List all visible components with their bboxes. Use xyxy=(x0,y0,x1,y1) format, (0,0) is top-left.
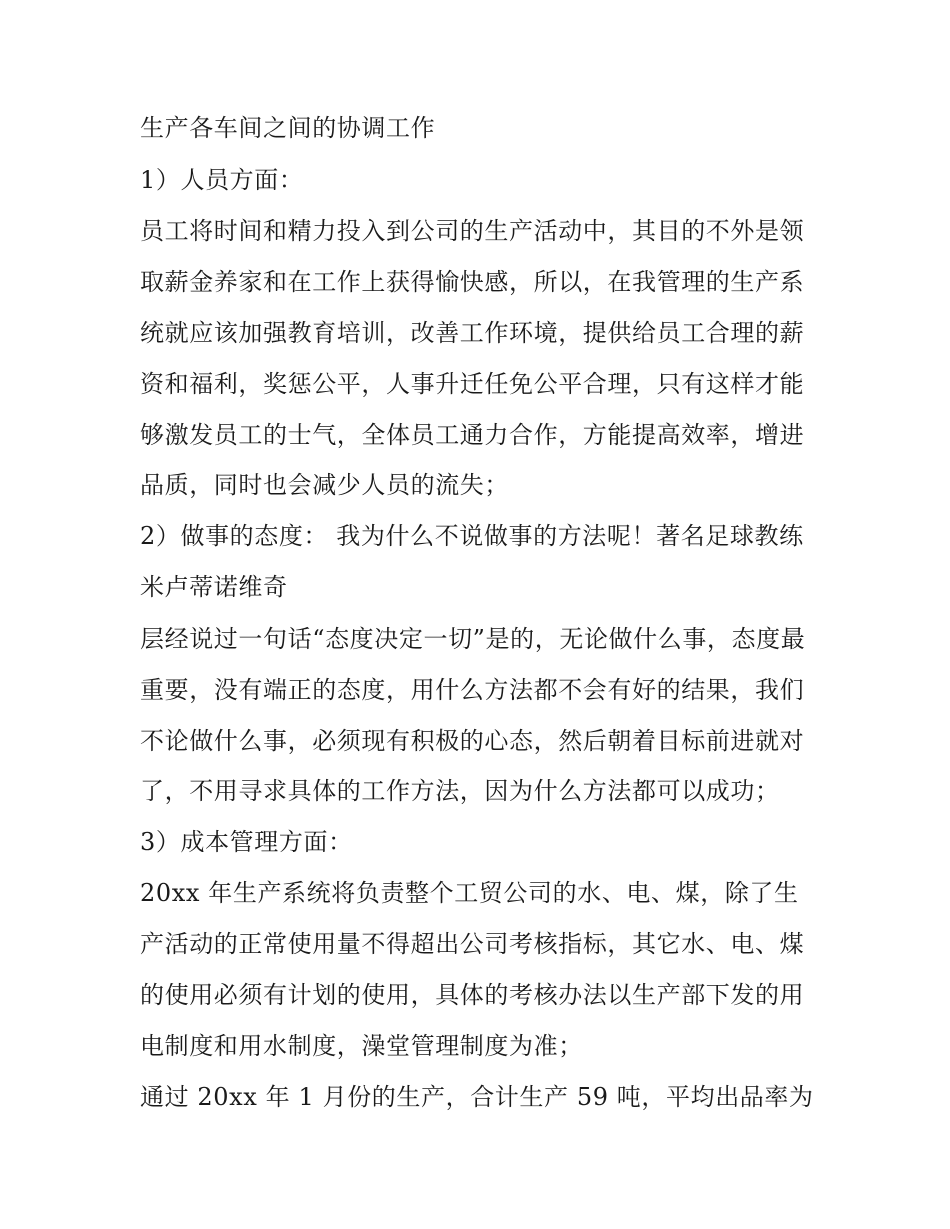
paragraph-line: 够激发员工的士气，全体员工通力合作，方能提高效率，增进 xyxy=(140,421,805,449)
paragraph-line: 员工将时间和精力投入到公司的生产活动中，其目的不外是领 xyxy=(140,217,805,245)
section-heading-cost: 3）成本管理方面： xyxy=(140,828,353,856)
paragraph-line: 统就应该加强教育培训，改善工作环境，提供给员工合理的薪 xyxy=(140,319,805,347)
paragraph-line: 了，不用寻求具体的工作方法，因为什么方法都可以成功； xyxy=(140,777,780,805)
heading-coordination: 生产各车间之间的协调工作 xyxy=(140,114,436,142)
paragraph-line: 资和福利，奖惩公平，人事升迁任免公平合理，只有这样才能 xyxy=(140,370,805,398)
section-heading-personnel: 1）人员方面： xyxy=(140,166,304,194)
paragraph-line: 不论做什么事，必须现有积极的心态，然后朝着目标前进就对 xyxy=(140,727,805,755)
paragraph-line: 电制度和用水制度，澡堂管理制度为准； xyxy=(140,1032,583,1060)
paragraph-line: 产活动的正常使用量不得超出公司考核指标，其它水、电、煤 xyxy=(140,930,805,958)
paragraph-line: 取薪金养家和在工作上获得愉快感，所以，在我管理的生产系 xyxy=(140,268,805,296)
paragraph-line: 层经说过一句话“态度决定一切”是的，无论做什么事，态度最 xyxy=(140,625,806,653)
section-heading-attitude: 2）做事的态度： 我为什么不说做事的方法呢！著名足球教练 xyxy=(140,522,804,550)
paragraph-line: 品质，同时也会减少人员的流失； xyxy=(140,471,509,499)
paragraph-line: 米卢蒂诺维奇 xyxy=(140,573,288,601)
paragraph-line: 的使用必须有计划的使用，具体的考核办法以生产部下发的用 xyxy=(140,981,805,1009)
paragraph-line: 通过 20xx 年 1 月份的生产，合计生产 59 吨，平均出品率为 xyxy=(140,1083,814,1111)
paragraph-line: 20xx 年生产系统将负责整个工贸公司的水、电、煤，除了生 xyxy=(140,879,799,907)
paragraph-line: 重要，没有端正的态度，用什么方法都不会有好的结果，我们 xyxy=(140,676,805,704)
